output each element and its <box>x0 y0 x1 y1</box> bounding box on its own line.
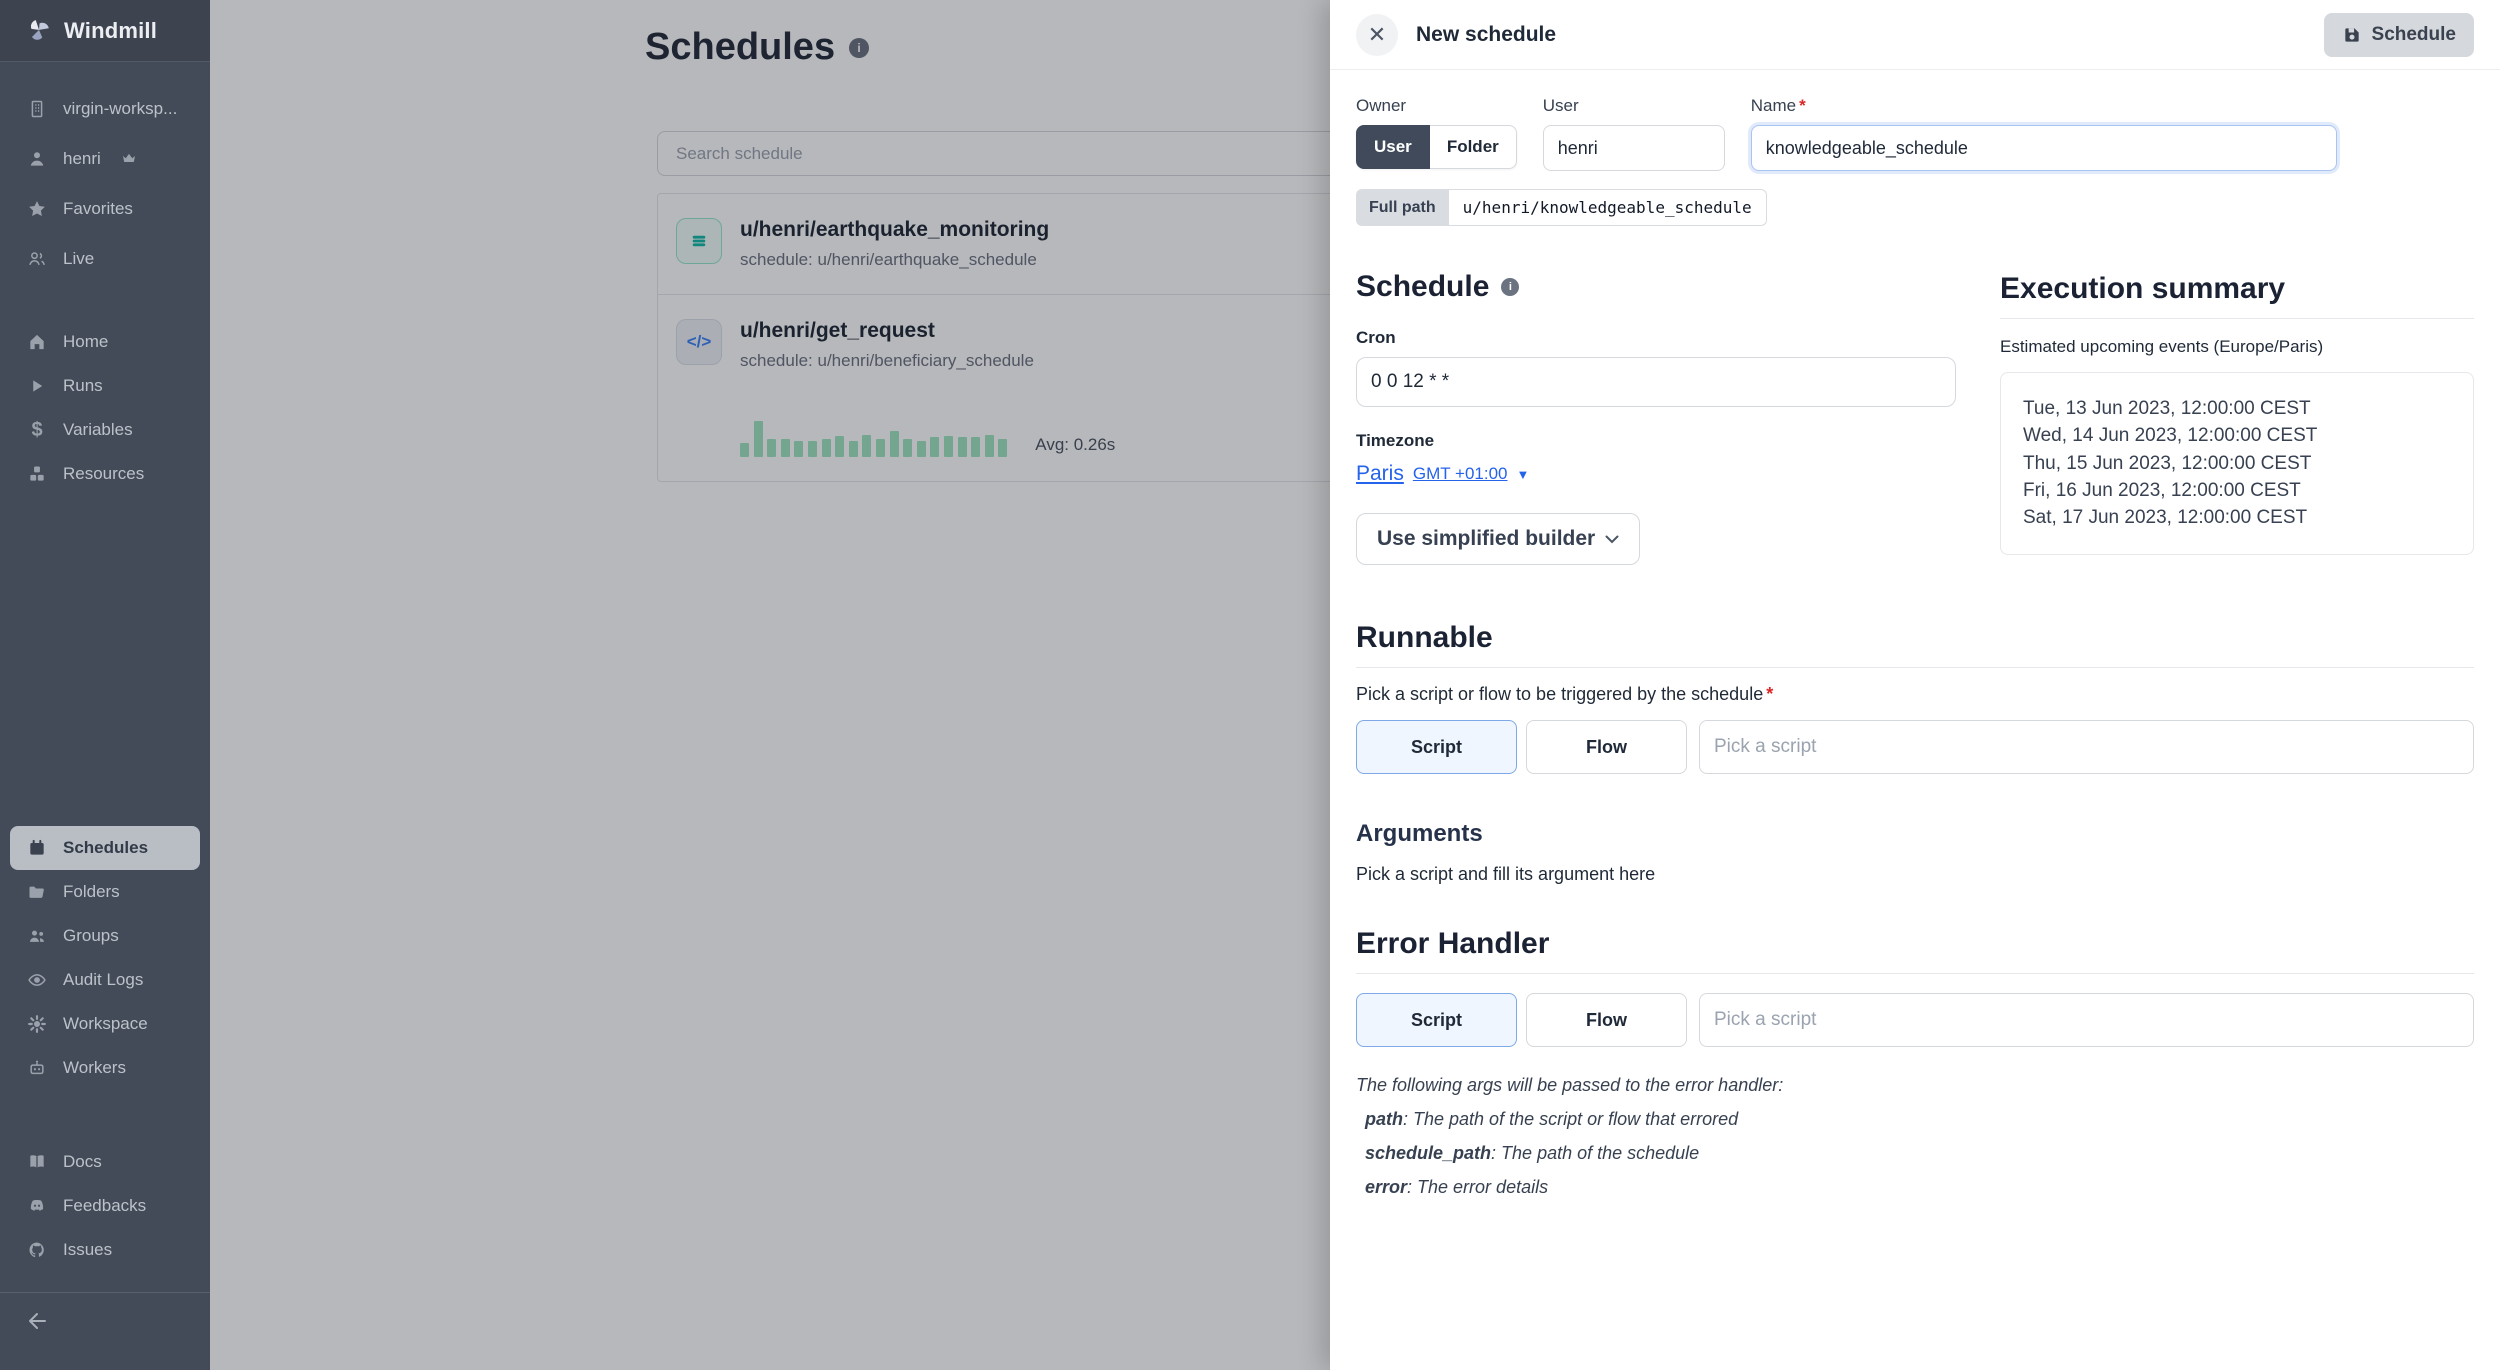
event-row: Wed, 14 Jun 2023, 12:00:00 CEST <box>2023 425 2318 447</box>
eye-icon <box>26 969 48 991</box>
sidebar-item-label: Audit Logs <box>63 970 144 989</box>
save-schedule-button[interactable] <box>2324 13 2474 57</box>
arrow-left-icon <box>26 1309 50 1333</box>
timezone-offset: GMT +01:00 <box>1412 464 1508 483</box>
cron-label: Cron <box>1356 328 1396 347</box>
sidebar-item-label: Workers <box>63 1058 126 1077</box>
windmill-logo-icon <box>26 18 52 44</box>
owner-field <box>1356 96 1517 171</box>
nav-footer <box>0 1140 210 1272</box>
workspace-name: virgin-worksp... <box>63 99 178 118</box>
save-icon <box>2342 25 2362 45</box>
sidebar-item-label: Issues <box>63 1240 113 1259</box>
execution-summary <box>2000 272 2474 565</box>
name-label <box>1751 96 2337 116</box>
arg-key: path <box>1365 1109 1403 1129</box>
folder-icon <box>26 881 48 903</box>
sidebar-item-groups[interactable] <box>0 914 210 958</box>
error-handler-arg <box>1356 1143 2474 1164</box>
sidebar-item-feedbacks[interactable] <box>0 1184 210 1228</box>
username: henri <box>63 149 101 168</box>
event-row: Fri, 16 Jun 2023, 12:00:00 CEST <box>2023 480 2301 502</box>
error-handler-arg <box>1356 1109 2474 1130</box>
book-icon <box>26 1151 48 1173</box>
execution-summary-subtitle: Estimated upcoming events (Europe/Paris) <box>2000 337 2324 356</box>
sidebar-item-runs[interactable] <box>0 364 210 408</box>
event-row: Tue, 13 Jun 2023, 12:00:00 CEST <box>2023 398 2311 419</box>
error-handler-script-picker[interactable] <box>1699 993 2474 1047</box>
cron-input[interactable] <box>1356 357 1956 407</box>
timezone-city: Paris <box>1356 462 1404 485</box>
arg-key: error <box>1365 1177 1408 1197</box>
schedule-subtitle: schedule: u/henri/beneficiary_schedule <box>740 351 1034 370</box>
user-icon <box>26 148 48 170</box>
sidebar-item-label: Runs <box>63 376 103 395</box>
name-field-block <box>1751 96 2337 171</box>
arguments-section <box>1356 820 2474 885</box>
owner-option-folder[interactable]: Folder <box>1430 125 1517 169</box>
runnable-flow-button[interactable]: Flow <box>1526 720 1687 774</box>
page-title-text: Schedules <box>645 26 836 68</box>
workspace-menu <box>0 84 210 284</box>
new-schedule-drawer <box>1330 0 2500 1370</box>
info-icon[interactable]: i <box>849 38 869 58</box>
crown-icon <box>122 153 136 165</box>
full-path <box>1356 189 1767 226</box>
sidebar-item-favorites[interactable] <box>0 184 210 234</box>
sidebar-item-workspace-select[interactable] <box>0 84 210 134</box>
sidebar-item-folders[interactable] <box>0 870 210 914</box>
sidebar-item-label: Folders <box>63 882 120 901</box>
timezone-select[interactable] <box>1356 462 1529 486</box>
schedule-section-heading <box>1356 270 1956 304</box>
schedule-subtitle: schedule: u/henri/earthquake_schedule <box>740 250 1037 269</box>
schedule-heading-text: Schedule <box>1356 270 1490 303</box>
gear-icon <box>26 1013 48 1035</box>
building-icon <box>26 98 48 120</box>
runnable-section <box>1356 621 2474 774</box>
owner-toggle <box>1356 125 1517 169</box>
simplified-builder-button[interactable] <box>1356 513 1640 565</box>
arguments-description: Pick a script and fill its argument here <box>1356 864 1656 884</box>
caret-down-icon: ▼ <box>1516 466 1530 482</box>
robot-icon <box>26 1057 48 1079</box>
code-icon: </> <box>676 319 722 365</box>
error-handler-note: The following args will be passed to the error handler: <box>1356 1075 1784 1095</box>
resources-icon <box>26 463 48 485</box>
user-label: User <box>1542 96 1579 115</box>
arg-key: schedule_path <box>1365 1143 1492 1163</box>
sidebar-item-label: Schedules <box>63 838 149 857</box>
required-asterisk: * <box>1766 684 1774 704</box>
info-icon[interactable]: i <box>1501 278 1519 296</box>
sidebar-item-variables[interactable] <box>0 408 210 452</box>
arguments-heading: Arguments <box>1356 820 1483 847</box>
error-handler-section <box>1356 927 2474 1198</box>
execution-summary-heading: Execution summary <box>2000 272 2286 305</box>
sidebar-item-label: Groups <box>63 926 119 945</box>
builder-button-label: Use simplified builder <box>1377 527 1596 550</box>
name-label-text: Name <box>1750 96 1797 115</box>
sidebar-item-issues[interactable] <box>0 1228 210 1272</box>
play-icon <box>26 375 48 397</box>
sidebar-item-home[interactable] <box>0 320 210 364</box>
sidebar <box>0 0 210 1370</box>
user-input[interactable] <box>1543 125 1725 171</box>
nav-secondary <box>0 826 210 1090</box>
nav-primary <box>0 320 210 496</box>
runnable-script-picker[interactable] <box>1699 720 2474 774</box>
dollar-icon: $ <box>31 419 43 441</box>
drawer-header <box>1330 0 2500 70</box>
error-handler-flow-button[interactable]: Flow <box>1526 993 1687 1047</box>
error-handler-arg <box>1356 1177 2474 1198</box>
sidebar-item-docs[interactable] <box>0 1140 210 1184</box>
sidebar-item-workspace[interactable] <box>0 1002 210 1046</box>
sidebar-item-user[interactable] <box>0 134 210 184</box>
error-handler-script-button[interactable]: Script <box>1356 993 1517 1047</box>
upcoming-events-box <box>2000 372 2474 555</box>
runnable-heading: Runnable <box>1356 621 1493 654</box>
schedule-path: u/henri/earthquake_monitoring <box>740 218 1050 241</box>
arg-desc: : The path of the schedule <box>1491 1143 1700 1163</box>
required-asterisk: * <box>1799 96 1806 115</box>
close-icon[interactable]: ✕ <box>1356 14 1398 56</box>
runnable-description <box>1356 684 2474 705</box>
event-row: Sat, 17 Jun 2023, 12:00:00 CEST <box>2023 507 2308 529</box>
home-icon <box>26 331 48 353</box>
user-field-block <box>1543 96 1725 171</box>
owner-label: Owner <box>1356 96 1407 115</box>
sidebar-item-workers[interactable] <box>0 1046 210 1090</box>
runnable-script-button[interactable]: Script <box>1356 720 1517 774</box>
error-handler-heading: Error Handler <box>1356 927 1550 960</box>
sidebar-item-label: Live <box>63 249 95 268</box>
runnable-description-text: Pick a script or flow to be triggered by the schedule <box>1356 684 1764 704</box>
drawer-body <box>1330 70 2500 1224</box>
sidebar-item-label: Home <box>63 332 109 351</box>
github-icon <box>26 1239 48 1261</box>
calendar-icon <box>26 837 48 859</box>
collapse-sidebar-button[interactable] <box>0 1293 210 1349</box>
logo[interactable] <box>0 0 210 62</box>
name-input[interactable] <box>1751 125 2337 171</box>
chevron-down-icon <box>1605 535 1619 544</box>
save-schedule-label: Schedule <box>2371 23 2456 45</box>
drawer-title: New schedule <box>1416 22 1557 46</box>
sidebar-item-label: Feedbacks <box>63 1196 147 1215</box>
sidebar-item-resources[interactable] <box>0 452 210 496</box>
arg-desc: : The path of the script or flow that errored <box>1403 1109 1739 1129</box>
sidebar-item-label: Workspace <box>63 1014 148 1033</box>
owner-option-user[interactable]: User <box>1356 125 1430 169</box>
sidebar-item-label: Docs <box>63 1152 102 1171</box>
sidebar-item-label: Favorites <box>63 199 133 218</box>
full-path-chip: Full path <box>1356 189 1449 226</box>
full-path-value: u/henri/knowledgeable_schedule <box>1449 189 1767 226</box>
arg-desc: : The error details <box>1407 1177 1549 1197</box>
sidebar-item-audit-logs[interactable] <box>0 958 210 1002</box>
timezone-label: Timezone <box>1356 431 1435 450</box>
groups-icon <box>26 925 48 947</box>
schedule-settings <box>1356 270 1956 565</box>
schedule-path: u/henri/get_request <box>740 319 935 342</box>
sidebar-item-live[interactable] <box>0 234 210 284</box>
sidebar-item-schedules[interactable] <box>10 826 200 870</box>
event-row: Thu, 15 Jun 2023, 12:00:00 CEST <box>2023 452 2312 474</box>
sidebar-item-label: Resources <box>63 464 145 483</box>
live-users-icon <box>26 248 48 270</box>
discord-icon <box>26 1195 48 1217</box>
logo-text: Windmill <box>64 17 158 43</box>
avg-duration-label: Avg: 0.26s <box>1035 435 1116 454</box>
star-icon <box>26 198 48 220</box>
sidebar-item-label: Variables <box>63 420 133 439</box>
